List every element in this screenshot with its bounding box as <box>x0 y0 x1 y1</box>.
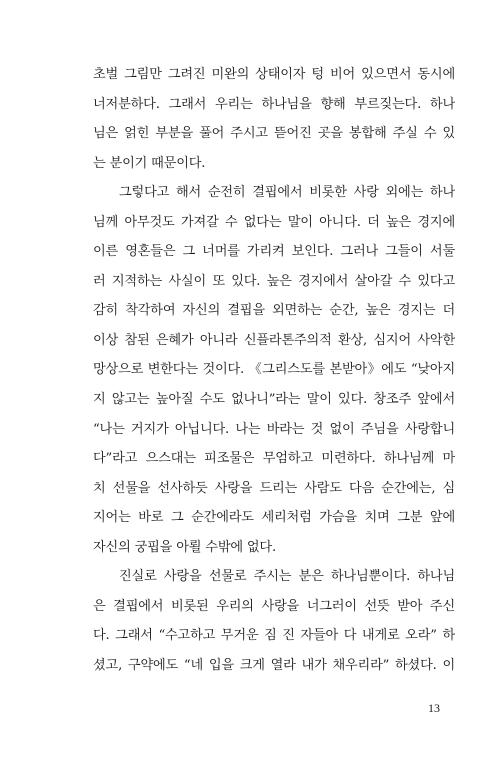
text-line: 망상으로 변한다는 것이다. 《그리스도를 본받아》에도 “낮아지 <box>93 362 455 378</box>
text-line: 진실로 사랑을 선물로 주시는 분은 하나님뿐이다. 하나님 <box>119 569 455 585</box>
text-line: 감히 착각하여 자신의 결핍을 외면하는 순간, 높은 경지는 더 <box>93 303 455 319</box>
text-line: “나는 거지가 아닙니다. 나는 바라는 것 없이 주님을 사랑합니 <box>93 421 455 437</box>
text-line: 다. 그래서 “수고하고 무거운 짐 진 자들아 다 내게로 오라” 하 <box>93 628 455 644</box>
text-line: 이상 참된 은혜가 아니라 신플라톤주의적 환상, 심지어 사악한 <box>93 332 455 348</box>
text-line: 초벌 그림만 그려진 미완의 상태이자 텅 비어 있으면서 동시에 <box>93 67 455 82</box>
page-number: 13 <box>428 701 440 715</box>
body-text <box>93 60 455 680</box>
text-line: 러 지적하는 사실이 또 있다. 높은 경지에서 살아갈 수 있다고 <box>93 273 455 289</box>
text-line: 는 분이기 때문이다. <box>93 155 206 171</box>
text-line: 은 결핍에서 비롯된 우리의 사랑을 너그러이 선뜻 받아 주신 <box>93 598 455 614</box>
text-line: 이른 영혼들은 그 너머를 가리켜 보인다. 그러나 그들이 서둘 <box>93 244 455 260</box>
text-line: 지어는 바로 그 순간에라도 세리처럼 가슴을 치며 그분 앞에 <box>93 510 455 526</box>
text-line: 자신의 궁핍을 아뢸 수밖에 없다. <box>93 539 276 555</box>
text-line: 셨고, 구약에도 “네 입을 크게 열라 내가 채우리라” 하셨다. 이 <box>93 657 455 673</box>
text-line: 다”라고 으스대는 피조물은 무엄하고 미련하다. 하나님께 마 <box>93 451 455 467</box>
text-line: 지 않고는 높아질 수도 없나니”라는 말이 있다. 창조주 앞에서 <box>93 392 455 408</box>
text-line: 그렇다고 해서 순전히 결핍에서 비롯한 사랑 외에는 하나 <box>119 185 455 201</box>
text-line: 님은 얽힌 부분을 풀어 주시고 뜯어진 곳을 봉합해 주실 수 있 <box>93 126 455 142</box>
text-line: 너저분하다. 그래서 우리는 하나님을 향해 부르짖는다. 하나 <box>93 96 455 112</box>
text-line: 님께 아무것도 가져갈 수 없다는 말이 아니다. 더 높은 경지에 <box>93 214 455 230</box>
text-line: 치 선물을 선사하듯 사랑을 드리는 사람도 다음 순간에는, 심 <box>93 480 455 496</box>
